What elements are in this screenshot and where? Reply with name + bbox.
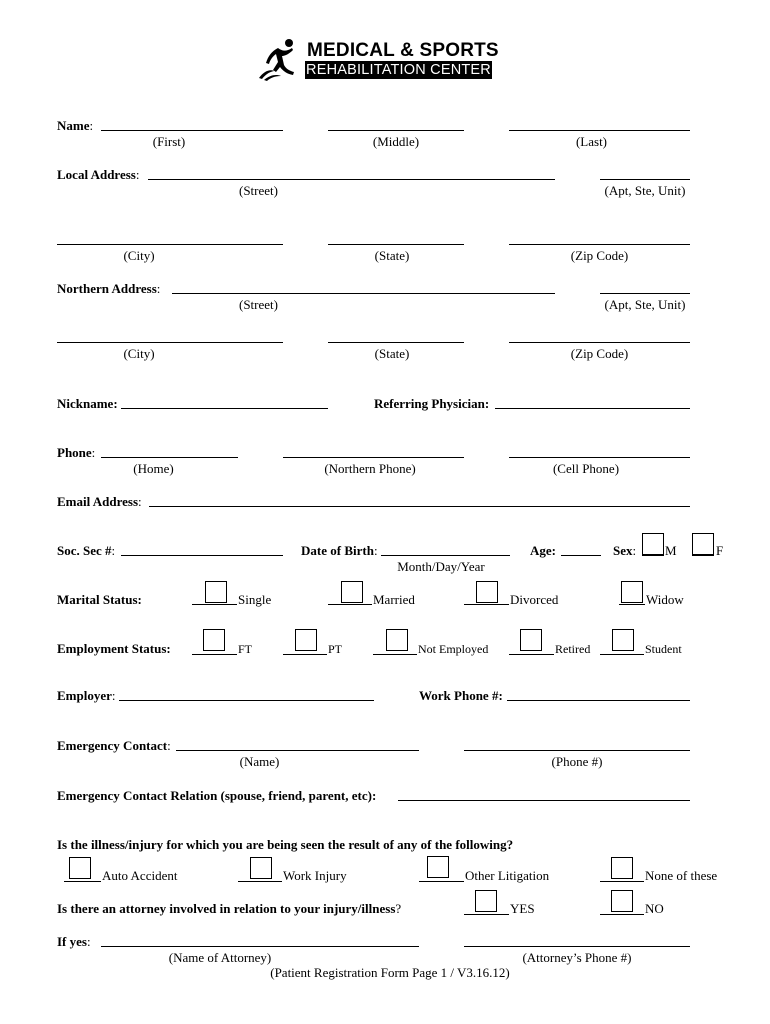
northern-phone-field[interactable] <box>283 457 464 458</box>
email-label: Email Address: <box>57 494 142 509</box>
logo-subtitle: REHABILITATION CENTER <box>306 62 491 78</box>
northern-apt-caption: (Apt, Ste, Unit) <box>604 297 686 312</box>
student-label: Student <box>645 642 682 656</box>
emergency-contact-label: Emergency Contact: <box>57 738 171 753</box>
emergency-phone-caption: (Phone #) <box>551 754 603 769</box>
retired-checkbox[interactable] <box>520 629 542 651</box>
auto-accident-label: Auto Accident <box>102 868 178 883</box>
local-city-caption: (City) <box>123 248 155 263</box>
local-apt-caption: (Apt, Ste, Unit) <box>604 183 686 198</box>
employer-field[interactable] <box>119 700 374 701</box>
logo-title: MEDICAL & SPORTS <box>307 40 499 61</box>
work-phone-label: Work Phone #: <box>419 688 503 703</box>
widow-label: Widow <box>646 592 684 607</box>
not-employed-checkbox[interactable] <box>386 629 408 651</box>
attorney-no-label: NO <box>645 901 664 916</box>
ssn-field[interactable] <box>121 555 283 556</box>
northern-address-label: Northern Address: <box>57 281 161 296</box>
widow-underline <box>619 604 645 605</box>
sex-f-label: F <box>716 543 724 558</box>
none-of-these-underline <box>600 881 644 882</box>
sex-m-label: M <box>665 543 677 558</box>
work-injury-checkbox[interactable] <box>250 857 272 879</box>
cell-caption: (Cell Phone) <box>552 461 620 476</box>
none-of-these-checkbox[interactable] <box>611 857 633 879</box>
attorney-phone-caption: (Attorney’s Phone #) <box>522 950 632 965</box>
dob-caption: Month/Day/Year <box>397 559 485 574</box>
ft-checkbox[interactable] <box>203 629 225 651</box>
auto-accident-checkbox[interactable] <box>69 857 91 879</box>
middle-caption: (Middle) <box>372 134 420 149</box>
home-phone-field[interactable] <box>101 457 238 458</box>
student-underline <box>600 654 644 655</box>
other-litigation-underline <box>419 881 464 882</box>
cell-phone-field[interactable] <box>509 457 690 458</box>
northern-street-caption: (Street) <box>239 297 278 312</box>
other-litigation-label: Other Litigation <box>465 868 550 883</box>
marital-status-label: Marital Status: <box>57 592 142 607</box>
attorney-no-underline <box>600 914 644 915</box>
emergency-name-field[interactable] <box>176 750 419 751</box>
single-checkbox[interactable] <box>205 581 227 603</box>
work-injury-label: Work Injury <box>283 868 347 883</box>
pt-label: PT <box>328 642 343 656</box>
divorced-label: Divorced <box>510 592 559 607</box>
northern-street-field[interactable] <box>172 293 555 294</box>
northern-state-field[interactable] <box>328 342 464 343</box>
attorney-question: Is there an attorney involved in relation to your injury/illness? <box>57 901 402 916</box>
attorney-no-checkbox[interactable] <box>611 890 633 912</box>
last-caption: (Last) <box>575 134 608 149</box>
widow-checkbox[interactable] <box>621 581 643 603</box>
attorney-yes-label: YES <box>510 901 535 916</box>
married-checkbox[interactable] <box>341 581 363 603</box>
not-employed-label: Not Employed <box>418 642 489 656</box>
emergency-relation-label: Emergency Contact Relation (spouse, friend, parent, etc): <box>57 788 377 803</box>
northern-zip-caption: (Zip Code) <box>570 346 629 361</box>
local-zip-field[interactable] <box>509 244 690 245</box>
attorney-name-caption: (Name of Attorney) <box>168 950 272 965</box>
sex-m-checkbox[interactable] <box>642 533 664 555</box>
referring-physician-field[interactable] <box>495 408 690 409</box>
sex-f-checkbox[interactable] <box>692 533 714 555</box>
runner-logo-icon <box>256 38 302 82</box>
nickname-label: Nickname: <box>57 396 118 411</box>
northern-city-caption: (City) <box>123 346 155 361</box>
dob-label: Date of Birth: <box>301 543 378 558</box>
age-field[interactable] <box>561 555 601 556</box>
local-address-label: Local Address: <box>57 167 140 182</box>
email-field[interactable] <box>149 506 690 507</box>
retired-underline <box>509 654 554 655</box>
ft-underline <box>192 654 237 655</box>
dob-field[interactable] <box>381 555 510 556</box>
work-phone-field[interactable] <box>507 700 690 701</box>
sex-m-underline <box>642 555 664 556</box>
divorced-checkbox[interactable] <box>476 581 498 603</box>
attorney-phone-field[interactable] <box>464 946 690 947</box>
other-litigation-checkbox[interactable] <box>427 856 449 878</box>
local-apt-field[interactable] <box>600 179 690 180</box>
emergency-name-caption: (Name) <box>239 754 280 769</box>
nickname-field[interactable] <box>121 408 328 409</box>
phone-label: Phone: <box>57 445 96 460</box>
work-injury-underline <box>238 881 282 882</box>
middle-name-field[interactable] <box>328 130 464 131</box>
divorced-underline <box>464 604 509 605</box>
local-street-field[interactable] <box>148 179 555 180</box>
home-caption: (Home) <box>133 461 174 476</box>
none-of-these-label: None of these <box>645 868 718 883</box>
northern-state-caption: (State) <box>374 346 410 361</box>
emergency-phone-field[interactable] <box>464 750 690 751</box>
ft-label: FT <box>238 642 253 656</box>
sex-label: Sex: <box>613 543 637 558</box>
attorney-yes-underline <box>464 914 509 915</box>
form-footer: (Patient Registration Form Page 1 / V3.16.12) <box>270 965 510 980</box>
northern-phone-caption: (Northern Phone) <box>324 461 416 476</box>
first-caption: (First) <box>152 134 186 149</box>
if-yes-label: If yes: <box>57 934 91 949</box>
northern-zip-field[interactable] <box>509 342 690 343</box>
married-label: Married <box>373 592 415 607</box>
employer-label: Employer: <box>57 688 116 703</box>
local-state-caption: (State) <box>374 248 410 263</box>
single-label: Single <box>238 592 272 607</box>
married-underline <box>328 604 372 605</box>
employment-status-label: Employment Status: <box>57 641 171 656</box>
single-underline <box>192 604 237 605</box>
student-checkbox[interactable] <box>612 629 634 651</box>
local-street-caption: (Street) <box>239 183 278 198</box>
retired-label: Retired <box>555 642 591 656</box>
illness-question: Is the illness/injury for which you are being seen the result of any of the following? <box>57 837 514 852</box>
pt-underline <box>283 654 327 655</box>
pt-checkbox[interactable] <box>295 629 317 651</box>
age-label: Age: <box>530 543 556 558</box>
last-name-field[interactable] <box>509 130 690 131</box>
local-zip-caption: (Zip Code) <box>570 248 629 263</box>
local-state-field[interactable] <box>328 244 464 245</box>
name-label: Name: <box>57 118 94 133</box>
auto-accident-underline <box>64 881 101 882</box>
northern-city-field[interactable] <box>57 342 283 343</box>
emergency-relation-field[interactable] <box>398 800 690 801</box>
northern-apt-field[interactable] <box>600 293 690 294</box>
first-name-field[interactable] <box>101 130 283 131</box>
referring-physician-label: Referring Physician: <box>374 396 490 411</box>
sex-f-underline <box>692 555 714 556</box>
attorney-yes-checkbox[interactable] <box>475 890 497 912</box>
not-employed-underline <box>373 654 417 655</box>
ssn-label: Soc. Sec #: <box>57 543 116 558</box>
local-city-field[interactable] <box>57 244 283 245</box>
attorney-name-field[interactable] <box>101 946 419 947</box>
